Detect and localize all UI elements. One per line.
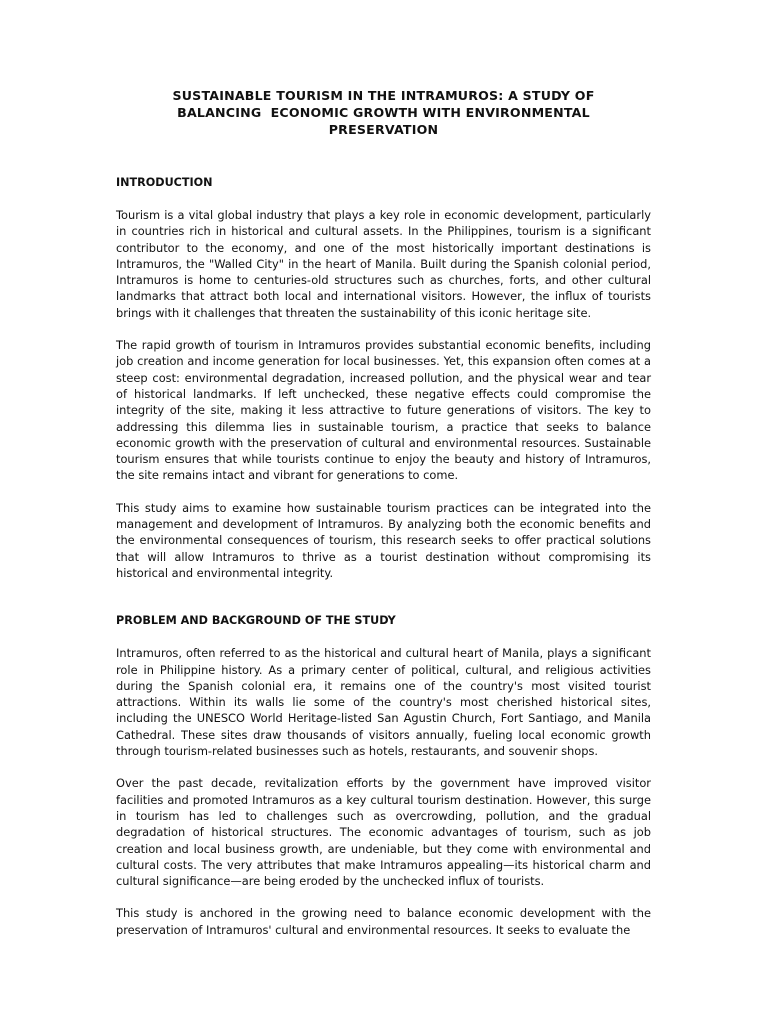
- document-title: [116, 87, 651, 138]
- section-heading-problem-background: PROBLEM AND BACKGROUND OF THE STUDY: [116, 614, 396, 628]
- paragraph: Over the past decade, revitalization efforts by the government have improved visitor facilities and promoted Intramuros as a key cultural tourism destination. However, this surge in tourism has led to challenges such as overcrowding, pollution, and the gradual degradation of historical structures. The economic advantages of tourism, such as job creation and local business growth, are undeniable, but they come with environmental and cultural costs. The very attributes that make Intramuros appealing—its historical charm and cultural significance—are being eroded by the unchecked influx of tourists.: [116, 776, 651, 889]
- document-page: [116, 87, 651, 954]
- paragraph: This study aims to examine how sustainable tourism practices can be integrated into the management and development of Intramuros. By analyzing both the economic benefits and the environmental consequences of tourism, this research seeks to offer practical solutions that will allow Intramuros to thrive as a tourist destination without compromising its historical and environmental integrity.: [116, 500, 651, 580]
- title-line-1: SUSTAINABLE TOURISM IN THE INTRAMUROS: A STUDY OF: [172, 88, 595, 103]
- paragraph: Tourism is a vital global industry that plays a key role in economic development, particularly in countries rich in historical and cultural assets. In the Philippines, tourism is a significant contributor to the economy, and one of the most historically important destinations is Intramuros, the "Walled City" in the heart of Manila. Built during the Spanish colonial period, Intramuros is home to centuries-old structures such as churches, forts, and other cultural landmarks that attract both local and international visitors. However, the influx of tourists brings with it challenges that threaten the sustainability of this iconic heritage site.: [116, 208, 651, 320]
- paragraph: This study is anchored in the growing need to balance economic development with the preservation of Intramuros' cultural and environmental resources. It seeks to evaluate the: [116, 906, 651, 937]
- title-line-3: PRESERVATION: [328, 122, 439, 137]
- section-heading-introduction: INTRODUCTION: [116, 176, 213, 189]
- title-line-2: BALANCING ECONOMIC GROWTH WITH ENVIRONMENTAL: [177, 105, 590, 120]
- paragraph: Intramuros, often referred to as the historical and cultural heart of Manila, plays a significant role in Philippine history. As a primary center of political, cultural, and religious activities during the Spanish colonial era, it remains one of the country's most visited tourist attractions. Within its walls lie some of the country's most cherished historical sites, including the UNESCO World Heritage-listed San Agustin Church, Fort Santiago, and Manila Cathedral. These sites draw thousands of visitors annually, fueling local economic growth through tourism-related businesses such as hotels, restaurants, and souvenir shops.: [116, 646, 651, 759]
- section-spacer: [116, 597, 651, 613]
- paragraph: The rapid growth of tourism in Intramuros provides substantial economic benefits, including job creation and income generation for local businesses. Yet, this expansion often comes at a steep cost: environmental degradation, increased pollution, and the physical wear and tear of historical landmarks. If left unchecked, these negative effects could compromise the integrity of the site, making it less attractive to future generations of visitors. The key to addressing this dilemma lies in sustainable tourism, a practice that seeks to balance economic growth with the preservation of cultural and environmental resources. Sustainable tourism ensures that while tourists continue to enjoy the beauty and history of Intramuros, the site remains intact and vibrant for generations to come.: [116, 338, 651, 483]
